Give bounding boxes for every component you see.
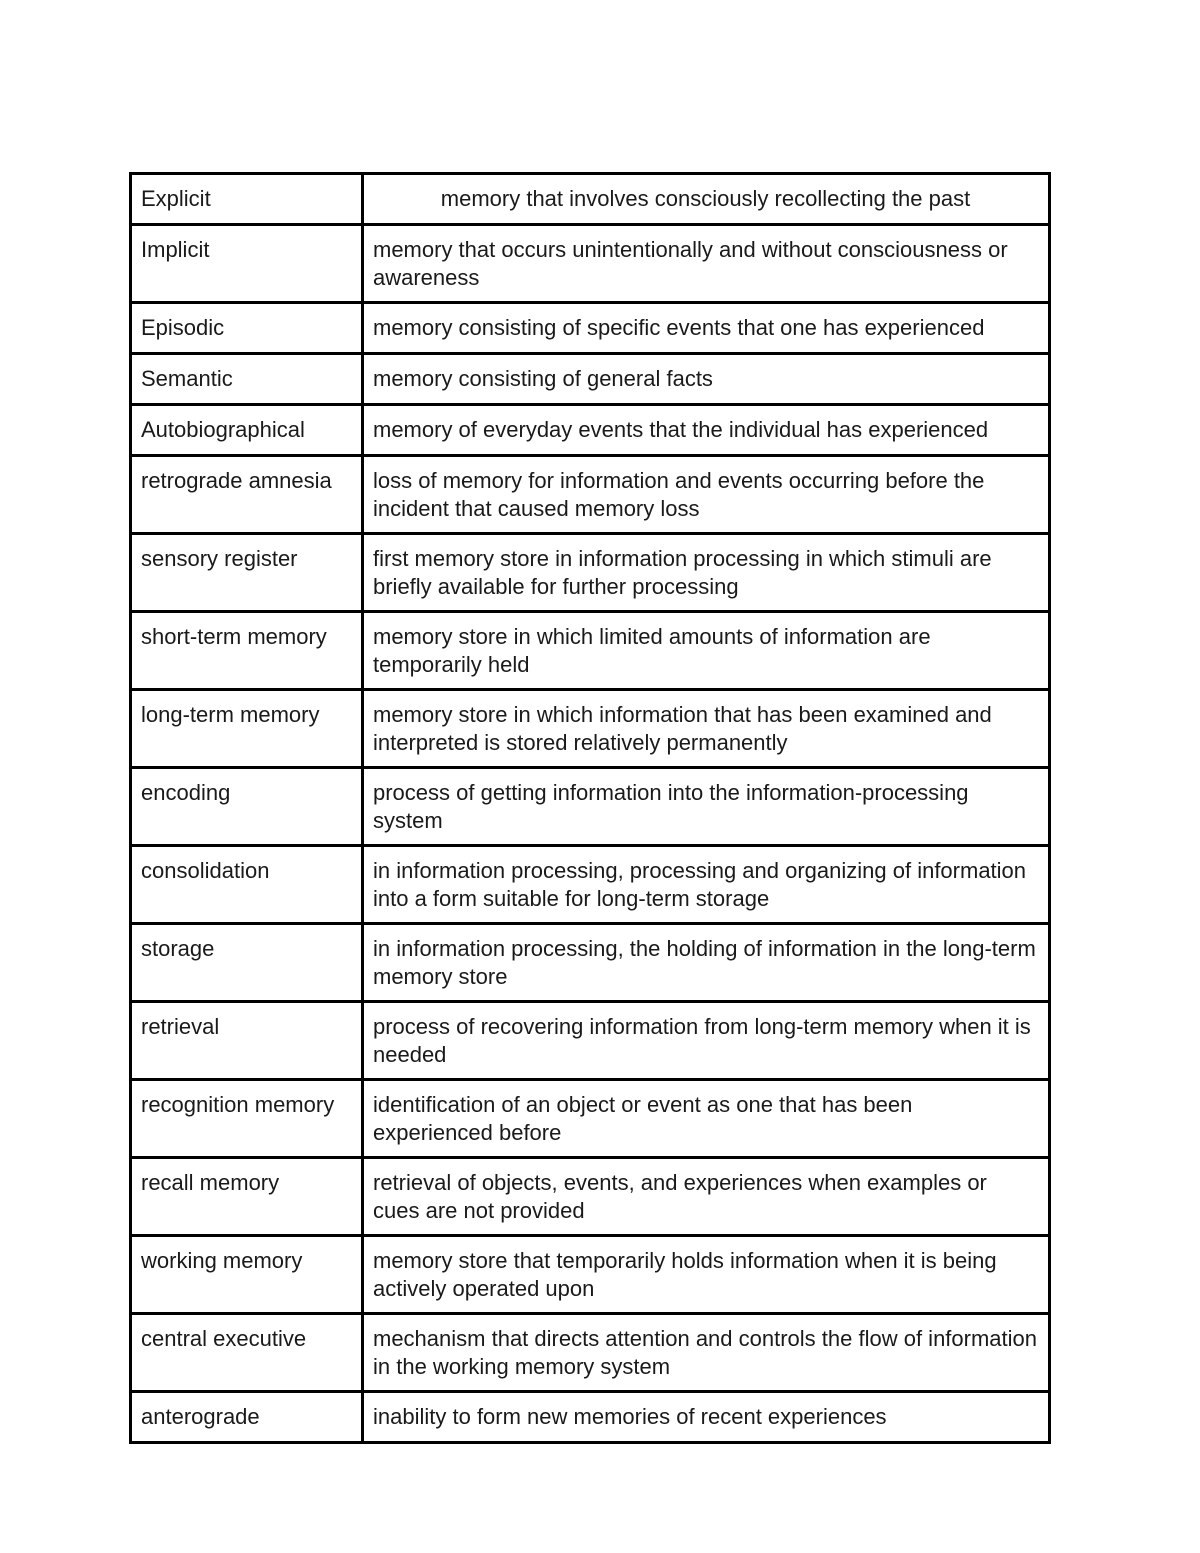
table-row: [131, 1158, 1050, 1236]
table-row: [131, 303, 1050, 354]
term-cell: central executive: [131, 1314, 363, 1392]
definition-cell: memory store that temporarily holds information when it is being actively operated upon: [363, 1236, 1050, 1314]
definition-cell: in information processing, the holding of information in the long-term memory store: [363, 924, 1050, 1002]
term-cell: encoding: [131, 768, 363, 846]
table-row: [131, 534, 1050, 612]
term-cell: long-term memory: [131, 690, 363, 768]
definition-cell: loss of memory for information and events occurring before the incident that caused memory loss: [363, 456, 1050, 534]
table-row: [131, 690, 1050, 768]
table-row: [131, 225, 1050, 303]
definition-cell: process of recovering information from long-term memory when it is needed: [363, 1002, 1050, 1080]
term-cell: sensory register: [131, 534, 363, 612]
term-cell: Explicit: [131, 174, 363, 225]
table-row: [131, 768, 1050, 846]
table-row: [131, 846, 1050, 924]
definition-cell: mechanism that directs attention and controls the flow of information in the working memory system: [363, 1314, 1050, 1392]
definition-cell: inability to form new memories of recent experiences: [363, 1392, 1050, 1443]
term-cell: Autobiographical: [131, 405, 363, 456]
definition-cell: memory that occurs unintentionally and without consciousness or awareness: [363, 225, 1050, 303]
definition-cell: identification of an object or event as one that has been experienced before: [363, 1080, 1050, 1158]
term-cell: working memory: [131, 1236, 363, 1314]
table-row: [131, 1314, 1050, 1392]
table-row: [131, 1080, 1050, 1158]
definition-cell: memory consisting of specific events that one has experienced: [363, 303, 1050, 354]
term-cell: retrieval: [131, 1002, 363, 1080]
table-row: [131, 1002, 1050, 1080]
table-row: [131, 405, 1050, 456]
glossary-body: [131, 174, 1050, 1443]
table-row: [131, 1236, 1050, 1314]
definition-cell: memory store in which information that has been examined and interpreted is stored relatively permanently: [363, 690, 1050, 768]
table-row: [131, 354, 1050, 405]
term-cell: recall memory: [131, 1158, 363, 1236]
table-row: [131, 1392, 1050, 1443]
term-cell: retrograde amnesia: [131, 456, 363, 534]
term-cell: storage: [131, 924, 363, 1002]
term-cell: consolidation: [131, 846, 363, 924]
table-row: [131, 174, 1050, 225]
definition-cell: first memory store in information processing in which stimuli are briefly available for further processing: [363, 534, 1050, 612]
definition-cell: memory consisting of general facts: [363, 354, 1050, 405]
definition-cell: retrieval of objects, events, and experiences when examples or cues are not provided: [363, 1158, 1050, 1236]
definition-cell: in information processing, processing and organizing of information into a form suitable for long-term storage: [363, 846, 1050, 924]
term-cell: anterograde: [131, 1392, 363, 1443]
definition-cell: memory of everyday events that the individual has experienced: [363, 405, 1050, 456]
definition-cell: process of getting information into the information-processing system: [363, 768, 1050, 846]
table-row: [131, 456, 1050, 534]
term-cell: short-term memory: [131, 612, 363, 690]
term-cell: Semantic: [131, 354, 363, 405]
definition-cell: memory that involves consciously recollecting the past: [363, 174, 1050, 225]
term-cell: Episodic: [131, 303, 363, 354]
table-row: [131, 924, 1050, 1002]
term-cell: recognition memory: [131, 1080, 363, 1158]
term-cell: Implicit: [131, 225, 363, 303]
table-row: [131, 612, 1050, 690]
glossary-table: [129, 172, 1051, 1444]
definition-cell: memory store in which limited amounts of information are temporarily held: [363, 612, 1050, 690]
